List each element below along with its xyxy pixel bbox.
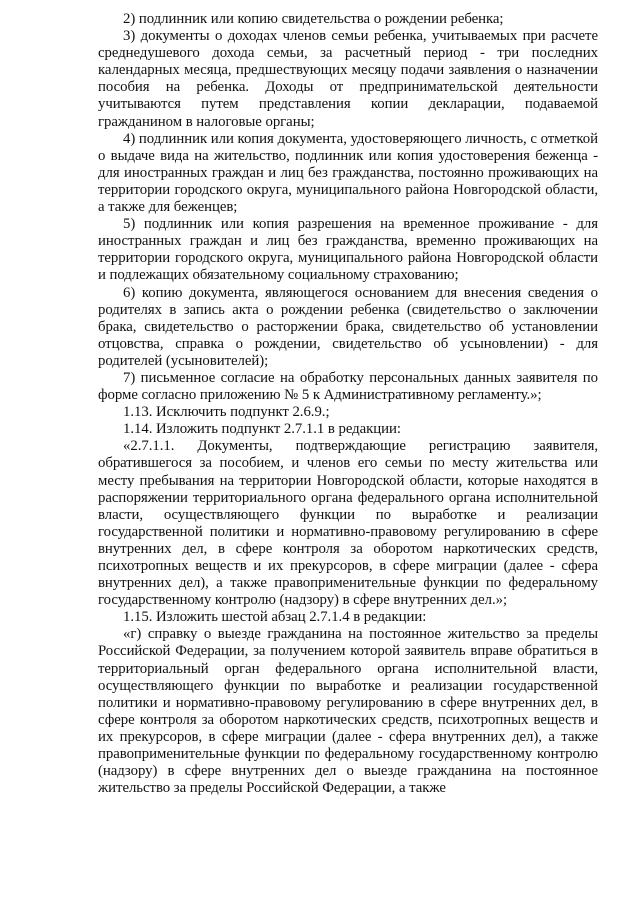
paragraph-item-6: 6) копию документа, являющегося основанием для внесения сведения о родителях в запись акта о рождении ребенка (свидетельство о заключении брака, свидетельство о расторжении брака, свидетельство об установлении отцовства, справка о рождении, свидетельство об усыновлении) - для родителей (усыновителей); bbox=[98, 284, 598, 369]
paragraph-item-g: «г) справку о выезде гражданина на постоянное жительство за пределы Российской Федерации, за получением которой заявитель вправе обратиться в территориальный орган федерального органа исполнительной власти, осуществляющего функции по выработке и реализации государственной политики и нормативно-правовому регулированию в сфере внутренних дел, в сфере контроля за оборотом наркотических средств, психотропных веществ и их прекурсоров, в сфере миграции (далее - сфера внутренних дел), а также правоприменительные функции по федеральному государственному контролю (надзору) в сфере внутренних дел о выезде гражданина на постоянное жительство за пределы Российской Федерации, а также bbox=[98, 626, 598, 797]
paragraph-item-5: 5) подлинник или копия разрешения на временное проживание - для иностранных граждан и лиц без гражданства, временно проживающих на территории городского округа, муниципального района Новгородской области и подлежащих обязательному социальному страхованию; bbox=[98, 216, 598, 284]
paragraph-item-7: 7) письменное согласие на обработку персональных данных заявителя по форме согласно приложению № 5 к Административному регламенту.»; bbox=[98, 369, 598, 404]
document-body bbox=[98, 11, 598, 797]
paragraph-item-3: 3) документы о доходах членов семьи ребенка, учитываемых при расчете среднедушевого дохода семьи, за расчетный период - три последних календарных месяца, предшествующих месяцу подачи заявления о назначении пособия на ребенка. Доходы от предпринимательской деятельности учитываются путем представления копии декларации, подаваемой гражданином в налоговые органы; bbox=[98, 28, 598, 130]
paragraph-1-13: 1.13. Исключить подпункт 2.6.9.; bbox=[123, 404, 330, 421]
paragraph-1-15: 1.15. Изложить шестой абзац 2.7.1.4 в редакции: bbox=[123, 609, 427, 626]
paragraph-1-14: 1.14. Изложить подпункт 2.7.1.1 в редакции: bbox=[123, 421, 401, 438]
paragraph-item-2: 2) подлинник или копию свидетельства о рождении ребенка; bbox=[123, 11, 504, 27]
paragraph-item-4: 4) подлинник или копия документа, удостоверяющего личность, с отметкой о выдаче вида на жительство, подлинник или копия удостоверения беженца - для иностранных граждан и лиц без гражданства, постоянно проживающих на территории городского округа, муниципального района Новгородской области, а также для беженцев; bbox=[98, 130, 598, 216]
paragraph-2-7-1-1: «2.7.1.1. Документы, подтверждающие регистрацию заявителя, обратившегося за пособием, и членов его семьи по месту жительства или месту пребывания на территории Новгородской области, которые находятся в распоряжении территориального органа федерального органа исполнительной власти, осуществляющего функции по выработке и реализации государственной политики и нормативно-правовому регулированию в сфере внутренних дел, в сфере контроля за оборотом наркотических средств, психотропных веществ и их прекурсоров, в сфере миграции (далее - сфера внутренних дел), а также правоприменительные функции по федеральному государственному контролю (надзору) в сфере внутренних дел.»; bbox=[98, 438, 598, 609]
